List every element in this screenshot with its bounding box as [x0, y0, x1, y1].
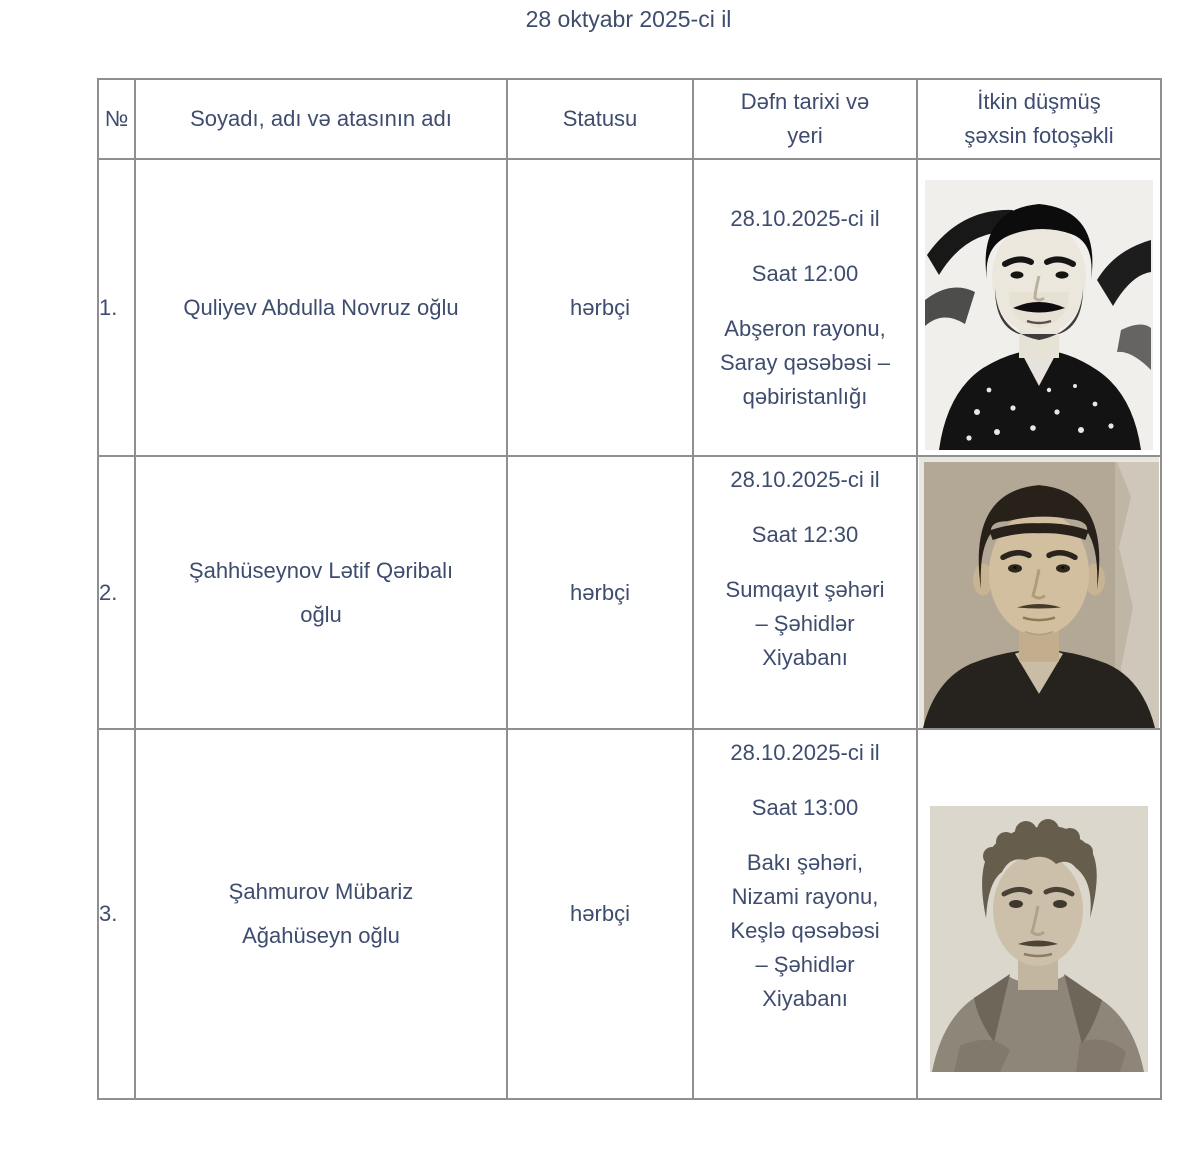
burial-date: 28.10.2025-ci il	[730, 205, 880, 231]
person-name: Şahmurov Mübariz	[228, 879, 414, 904]
header-status: Statusu	[507, 79, 693, 159]
burial-place: Bakı şəhəri, Nizami rayonu, Keşlə qəsəbəsi – Şəhidlər Xiyabanı	[730, 850, 880, 1011]
status-value: hərbçi	[570, 579, 630, 605]
photo-cell	[917, 729, 1161, 1099]
table-row	[98, 159, 1161, 456]
burial-time: Saat 12:00	[751, 260, 859, 286]
page-title: 28 oktyabr 2025-ci il	[525, 6, 732, 32]
status-value: hərbçi	[570, 901, 630, 926]
burial-place: Sumqayıt şəhəri – Şəhidlər Xiyabanı	[725, 577, 885, 670]
status-cell	[507, 456, 693, 729]
missing-person-photo	[925, 180, 1153, 450]
row-number: 1.	[99, 294, 118, 320]
portrait-illustration	[919, 457, 1159, 728]
missing-person-photo	[930, 806, 1148, 1072]
status-value: hərbçi	[570, 294, 630, 320]
burial-info	[694, 463, 916, 675]
person-name: Şahhüseynov Lətif Qəribalı	[188, 557, 454, 583]
missing-persons-table	[97, 78, 1162, 1100]
burial-time: Saat 13:00	[751, 795, 859, 820]
table-row	[98, 729, 1161, 1099]
photo-cell	[917, 159, 1161, 456]
burial-time: Saat 12:30	[751, 522, 859, 547]
name-cell	[135, 456, 507, 729]
person-name: Ağahüseyn oğlu	[242, 923, 400, 948]
row-number: 3.	[99, 901, 118, 926]
burial-cell	[693, 456, 917, 729]
burial-info	[694, 736, 916, 1016]
person-name: oğlu	[300, 601, 342, 627]
header-number: №	[98, 79, 135, 159]
burial-cell	[693, 729, 917, 1099]
portrait-illustration	[930, 806, 1148, 1072]
status-cell	[507, 159, 693, 456]
header-photo: İtkin düşmüş şəxsin fotoşəkli	[917, 79, 1161, 159]
burial-date: 28.10.2025-ci il	[730, 740, 880, 765]
table-header-row	[98, 79, 1161, 159]
name-cell	[135, 729, 507, 1099]
row-number: 2.	[99, 579, 118, 605]
missing-person-photo	[919, 457, 1159, 728]
burial-info	[694, 202, 916, 414]
table-row	[98, 456, 1161, 729]
row-number-cell	[98, 729, 135, 1099]
status-cell	[507, 729, 693, 1099]
burial-cell	[693, 159, 917, 456]
portrait-illustration	[925, 180, 1153, 450]
photo-cell	[917, 456, 1161, 729]
burial-date: 28.10.2025-ci il	[730, 467, 880, 492]
row-number-cell	[98, 159, 135, 456]
name-cell	[135, 159, 507, 456]
header-burial: Dəfn tarixi və yeri	[693, 79, 917, 159]
burial-place: Abşeron rayonu, Saray qəsəbəsi – qəbiristanlığı	[720, 315, 890, 409]
header-name: Soyadı, adı və atasının adı	[135, 79, 507, 159]
row-number-cell	[98, 456, 135, 729]
person-name: Quliyev Abdulla Novruz oğlu	[183, 294, 459, 320]
